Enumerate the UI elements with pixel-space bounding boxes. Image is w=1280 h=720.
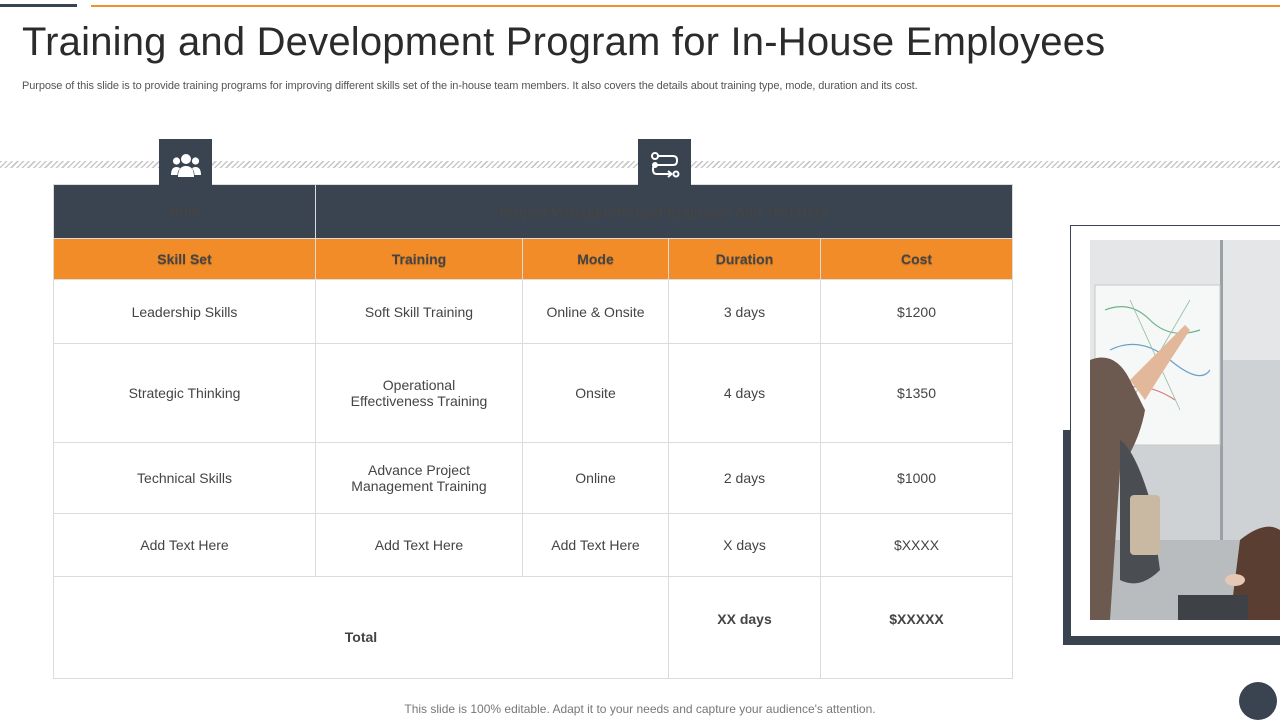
cell-skill: Add Text Here	[54, 514, 316, 577]
table-row	[54, 514, 1013, 577]
users-icon	[170, 151, 202, 181]
cell-cost: $1000	[821, 443, 1013, 514]
table-row	[54, 280, 1013, 344]
team-whiteboard-photo	[1090, 240, 1280, 620]
cell-mode: Add Text Here	[523, 514, 669, 577]
cell-training-line-2: Management Training	[351, 478, 487, 494]
cell-mode: Online & Onsite	[523, 280, 669, 344]
page-subtitle: Purpose of this slide is to provide training programs for improving different skills set of the in-house team members. It also covers the details about training type, mode, duration and its cost.	[22, 80, 918, 92]
total-cost: $XXXXX	[821, 577, 1013, 679]
footer-note: This slide is 100% editable. Adapt it to your needs and capture your audience's attention.	[404, 702, 876, 716]
training-table	[53, 184, 1013, 679]
cell-skill: Leadership Skills	[54, 280, 316, 344]
cell-mode: Online	[523, 443, 669, 514]
cell-skill: Technical Skills	[54, 443, 316, 514]
cell-training-line-1: Operational	[382, 377, 456, 393]
page-title: Training and Development Program for In-House Employees	[22, 20, 1106, 64]
total-row	[54, 577, 1013, 679]
cell-cost: $XXXX	[821, 514, 1013, 577]
role-label: Role	[54, 185, 316, 239]
cell-training-line-2: Effectiveness Training	[350, 393, 488, 409]
workflow-icon-box	[638, 139, 691, 192]
page-indicator	[1239, 682, 1277, 720]
cell-training: Add Text Here	[316, 514, 523, 577]
role-row	[54, 185, 1013, 239]
cell-training: Soft Skill Training	[316, 280, 523, 344]
col-duration: Duration	[669, 239, 821, 280]
total-duration: XX days	[669, 577, 821, 679]
cell-training	[316, 443, 523, 514]
total-label: Total	[54, 577, 669, 679]
role-value: Project Manager/ Project Engineer/ Add Text Here	[316, 185, 1013, 239]
table-row	[54, 344, 1013, 443]
cell-duration: 3 days	[669, 280, 821, 344]
cell-duration: X days	[669, 514, 821, 577]
cell-training-line-1: Advance Project	[368, 462, 470, 478]
col-skill-set: Skill Set	[54, 239, 316, 280]
col-training: Training	[316, 239, 523, 280]
column-header-row	[54, 239, 1013, 280]
workflow-icon	[649, 151, 681, 181]
col-cost: Cost	[821, 239, 1013, 280]
cell-duration: 2 days	[669, 443, 821, 514]
table-row	[54, 443, 1013, 514]
cell-training	[316, 344, 523, 443]
top-accent-bar-orange	[91, 5, 1280, 7]
col-mode: Mode	[523, 239, 669, 280]
cell-cost: $1200	[821, 280, 1013, 344]
users-icon-box	[159, 139, 212, 192]
cell-cost: $1350	[821, 344, 1013, 443]
cell-skill: Strategic Thinking	[54, 344, 316, 443]
top-accent-bar-dark	[0, 4, 77, 7]
cell-mode: Onsite	[523, 344, 669, 443]
cell-duration: 4 days	[669, 344, 821, 443]
